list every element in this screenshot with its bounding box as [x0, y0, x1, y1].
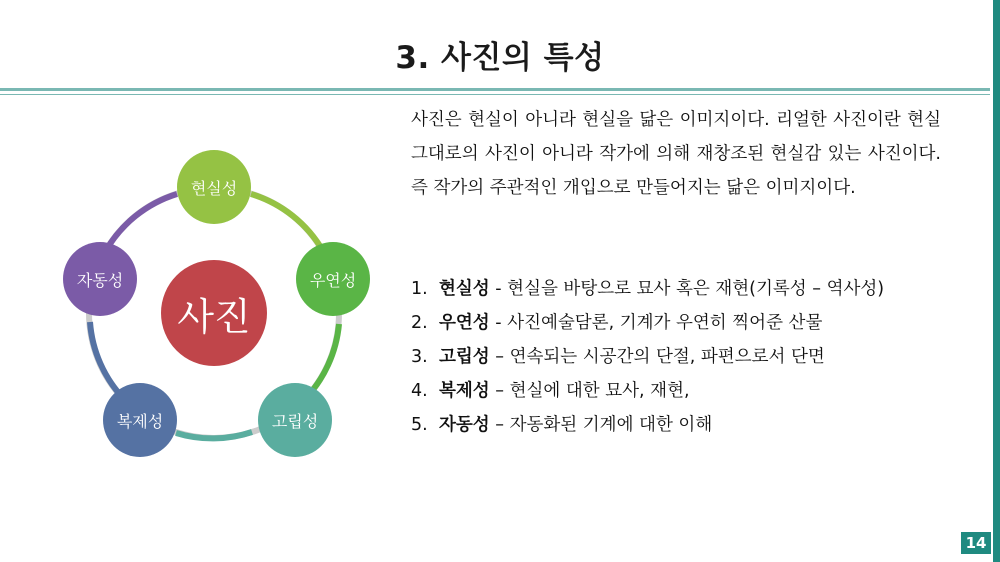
- item-term: 복제성: [439, 381, 490, 401]
- ring-arc-1: [251, 194, 323, 251]
- item-term: 우연성: [439, 313, 490, 333]
- item-description: - 사진예술담론, 기계가 우연히 찍어준 산물: [489, 313, 823, 333]
- item-term: 현실성: [439, 279, 490, 299]
- item-number: 3.: [411, 347, 428, 367]
- item-number: 2.: [411, 313, 428, 333]
- list-item: [411, 408, 951, 442]
- item-term: 자동성: [439, 415, 490, 435]
- item-description: - 현실을 바탕으로 묘사 혹은 재현(기록성 – 역사성): [489, 279, 885, 299]
- ring-arc-4: [90, 322, 124, 399]
- ring-arc-5: [105, 194, 177, 252]
- list-item: [411, 306, 951, 340]
- slide-title: 3. 사진의 특성: [395, 40, 605, 76]
- node-reality: 현실성: [177, 150, 251, 224]
- list-item: [411, 374, 951, 408]
- cycle-diagram: [55, 150, 385, 470]
- node-automation: 자동성: [63, 242, 137, 316]
- body-paragraph: 사진은 현실이 아니라 현실을 닮은 이미지이다. 리얼한 사진이란 현실 그대로의 사진이 아니라 작가에 의해 재창조된 현실감 있는 사진이다. 즉 작가의 주관적인 개입으로 만들어지는 닮은 이미지이다.: [411, 110, 941, 198]
- accent-bar: [993, 0, 1000, 562]
- trait-list: [411, 272, 951, 442]
- title-divider: [0, 88, 990, 91]
- list-item: [411, 272, 951, 306]
- node-reproduction: 복제성: [103, 383, 177, 457]
- list-item: [411, 340, 951, 374]
- title-divider-thin: [0, 94, 990, 95]
- item-term: 고립성: [439, 347, 490, 367]
- item-description: – 현실에 대한 묘사, 재현,: [489, 381, 690, 401]
- item-description: – 연속되는 시공간의 단절, 파편으로서 단면: [489, 347, 825, 367]
- node-chance: 우연성: [296, 242, 370, 316]
- center-circle: 사진: [161, 260, 267, 366]
- item-description: – 자동화된 기계에 대한 이해: [489, 415, 713, 435]
- item-number: 5.: [411, 415, 428, 435]
- page-number-badge: 14: [961, 532, 991, 554]
- node-isolation: 고립성: [258, 383, 332, 457]
- item-number: 1.: [411, 279, 428, 299]
- item-number: 4.: [411, 381, 428, 401]
